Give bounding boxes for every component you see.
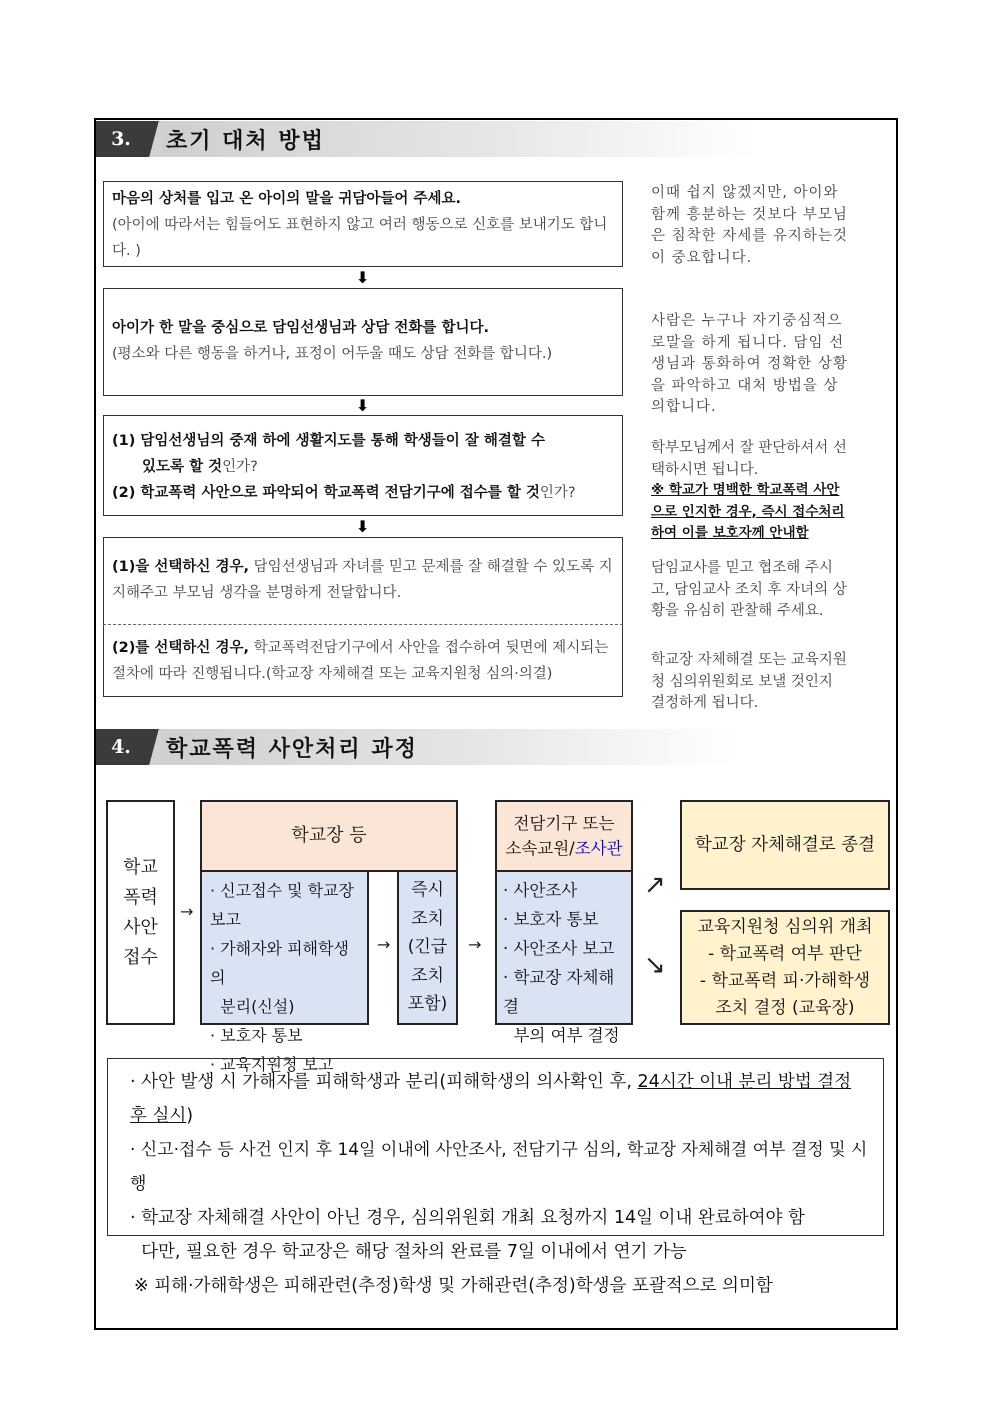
down-arrow-icon: ⬇ (356, 396, 370, 415)
outcome-choice-1: (1)을 선택하신 경우, 담임선생님과 자녀를 믿고 문제를 잘 해결할 수 있도록 지지해주고 부모님 생각을 분명하게 전달합니다. (112, 559, 613, 601)
down-arrow-icon: ⬇ (356, 268, 370, 287)
down-arrow-icon: ⬇ (356, 517, 370, 536)
section-4-header (96, 729, 736, 765)
step-listen-heading: 마음의 상처를 입고 온 아이의 말을 귀담아들어 주세요. (112, 191, 461, 207)
step-call-heading: 아이가 한 말을 중심으로 담임선생님과 상담 전화를 합니다. (112, 320, 490, 336)
outcome-divider (103, 624, 623, 625)
note-committee: · 학교장 자체해결 사안이 아닌 경우, 심의위원회 개최 요청까지 14일 이내 완료하여야 함 (130, 1208, 805, 1228)
arrow-down-right-icon: ↘ (644, 950, 666, 980)
note-definition: ※ 피해·가해학생은 피해관련(추정)학생 및 가해관련(추정)학생을 포괄적으로 의미함 (134, 1276, 773, 1296)
side-note-trust: 담임교사를 믿고 협조해 주시고, 담임교사 조치 후 자녀의 상황을 유심히 관찰해 주세요. (651, 560, 847, 619)
choice-1-line1: (1) 담임선생님의 중재 하에 생활지도를 통해 학생들이 잘 해결할 수 (112, 433, 545, 449)
agency-head: 전담기구 또는 소속교원/조사관 (495, 800, 633, 872)
step-listen-detail: (아이에 따라서는 힘들어도 표현하지 않고 여러 행동으로 신호를 보내기도 합니다. ) (112, 217, 608, 259)
outcome-choice-2: (2)를 선택하신 경우, 학교폭력전담기구에서 사안을 접수하여 뒷면에 제시되는 절차에 따라 진행됩니다.(학교장 자체해결 또는 교육지원청 심의·의결) (112, 640, 609, 682)
flow-arrow-icon: → (180, 902, 194, 921)
step-call-teacher (103, 288, 623, 396)
step-outcomes (103, 537, 623, 697)
arrow-up-right-icon: ↗ (644, 870, 666, 900)
result-committee: 교육지원청 심의위 개최 - 학교폭력 여부 판단 - 학교폭력 피·가해학생 조치 결정 (교육장) (680, 910, 890, 1025)
section-3-number: 3. (96, 121, 146, 157)
agency-actions: · 사안조사 · 보호자 통보 · 사안조사 보고 · 학교장 자체해결 부의 여부 결정 (495, 870, 633, 1025)
side-note-decide: 학부모님께서 잘 판단하셔서 선택하시면 됩니다. (651, 440, 847, 478)
section-3-title: 초기 대처 방법 (162, 121, 756, 157)
side-note-warning: ※ 학교가 명백한 학교폭력 사안으로 인지한 경우, 즉시 접수처리하여 이를 보호자께 안내함 (651, 482, 845, 541)
section-4-title: 학교폭력 사안처리 과정 (162, 729, 736, 765)
step-choose: (1) 담임선생님의 중재 하에 생활지도를 통해 학생들이 잘 해결할 수 있도록 할 것인가? (2) 학교폭력 사안으로 파악되어 학교폭력 전담기구에 접수를 할 것인가? (103, 415, 623, 516)
section-3-header (96, 121, 756, 157)
side-note-route: 학교장 자체해결 또는 교육지원청 심의위원회로 보낼 것인지 결정하게 됩니다. (651, 652, 847, 711)
notes-box (107, 1058, 884, 1296)
step-call-detail: (평소와 다른 행동을 하거나, 표정이 어두울 때도 상담 전화를 합니다.) (112, 346, 553, 362)
section-4-number: 4. (96, 729, 146, 765)
note-extension: 다만, 필요한 경우 학교장은 해당 절차의 완료를 7일 이내에서 연기 가능 (130, 1242, 687, 1262)
note-separation: · 사안 발생 시 가해자를 피해학생과 분리(피해학생의 의사확인 후, 24시간 이내 분리 방법 결정 후 실시) (130, 1072, 852, 1126)
flow-arrow-icon: → (377, 935, 391, 954)
flow-start-box: 학교 폭력 사안 접수 (106, 800, 175, 1025)
flow-arrow-icon: → (468, 935, 482, 954)
immediate-action-box: 즉시 조치 (긴급 조치 포함) (397, 870, 458, 1025)
step-listen (103, 181, 623, 267)
side-note-calm: 이때 쉽지 않겠지만, 아이와 함께 흥분하는 것보다 부모님은 침착한 자세를 유지하는것이 중요합니다. (651, 185, 848, 266)
note-14-days: · 신고·접수 등 사건 인지 후 14일 이내에 사안조사, 전담기구 심의, 학교장 자체해결 여부 결정 및 시행 (130, 1140, 868, 1194)
principal-head: 학교장 등 (200, 800, 458, 872)
principal-actions: · 신고접수 및 학교장 보고 · 가해자와 피해학생의 분리(신설) · 보호자 통보 · 교육지원청 보고 (200, 870, 369, 1025)
side-note-talk: 사람은 누구나 자기중심적으로말을 하게 됩니다. 담임 선생님과 통화하여 정확한 상황을 파악하고 대처 방법을 상의합니다. (651, 313, 848, 415)
result-self-resolve: 학교장 자체해결로 종결 (680, 800, 890, 890)
choice-1-line2: 있도록 할 것 (142, 459, 223, 475)
choice-2-line: (2) 학교폭력 사안으로 파악되어 학교폭력 전담기구에 접수를 할 것 (112, 485, 540, 501)
